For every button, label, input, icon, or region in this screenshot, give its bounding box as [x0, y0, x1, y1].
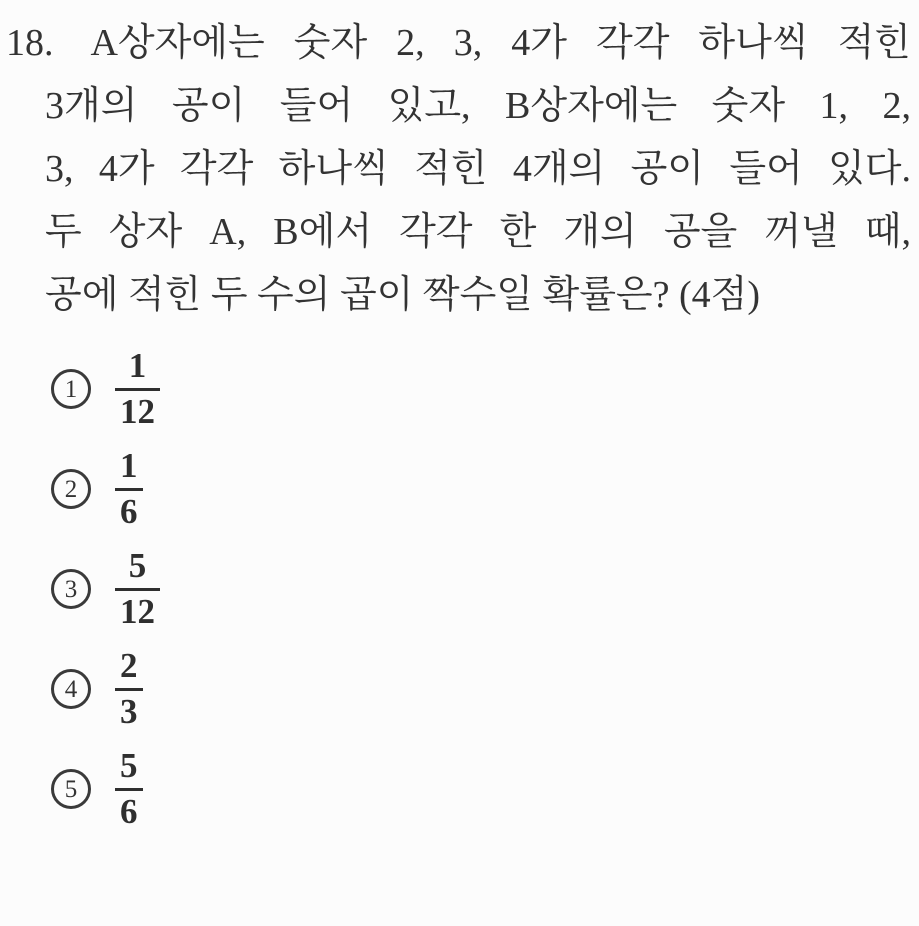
- choice-row-1: [6, 339, 911, 439]
- choice-4-denominator: 3: [120, 691, 138, 731]
- fraction-bar: [115, 788, 143, 791]
- choice-row-5: [6, 739, 911, 839]
- choice-4-marker-label: 4: [64, 675, 78, 703]
- choice-3-marker-circle: [51, 569, 91, 609]
- question-line-1: [6, 12, 911, 75]
- choices-list: [6, 339, 911, 839]
- choice-3-marker-label: 3: [64, 575, 78, 603]
- question-line-2: 3개의 공이 들어 있고, B상자에는 숫자 1, 2,: [45, 85, 911, 127]
- fraction-bar: [115, 688, 143, 691]
- choice-1-fraction: [115, 345, 160, 431]
- question-line-4: 두 상자 A, B에서 각각 한 개의 공을 꺼낼 때,: [45, 211, 911, 253]
- choice-1-denominator: 12: [120, 391, 155, 431]
- choice-5-marker-circle: [51, 769, 91, 809]
- fraction-bar: [115, 388, 160, 391]
- choice-4-marker-circle: [51, 669, 91, 709]
- choice-1-marker-circle: [51, 369, 91, 409]
- question-line-1-text: A상자에는 숫자 2, 3, 4가 각각 하나씩 적힌: [90, 22, 911, 64]
- choice-2-fraction: [115, 445, 143, 531]
- choice-3-denominator: 12: [120, 591, 155, 631]
- choice-4-numerator: 2: [120, 645, 138, 685]
- choice-4-fraction: [115, 645, 143, 731]
- choice-row-3: [6, 539, 911, 639]
- question-number: 18.: [6, 22, 54, 64]
- choice-5-denominator: 6: [120, 791, 138, 831]
- choice-5-marker-label: 5: [64, 775, 78, 803]
- choice-3-numerator: 5: [128, 545, 147, 585]
- choice-row-4: [6, 639, 911, 739]
- choice-2-marker-label: 2: [64, 475, 78, 503]
- choice-5-fraction: [115, 745, 143, 831]
- choice-2-denominator: 6: [120, 491, 138, 531]
- choice-5-numerator: 5: [120, 745, 138, 785]
- question-block: [6, 12, 911, 327]
- fraction-bar: [115, 588, 160, 591]
- choice-1-numerator: 1: [128, 345, 147, 385]
- choice-1-marker-label: 1: [64, 375, 78, 403]
- question-line-5: 공에 적힌 두 수의 곱이 짝수일 확률은? (4점): [45, 274, 761, 316]
- choice-row-2: [6, 439, 911, 539]
- choice-2-numerator: 1: [120, 445, 138, 485]
- fraction-bar: [115, 488, 143, 491]
- question-line-3: 3, 4가 각각 하나씩 적힌 4개의 공이 들어 있다.: [45, 148, 911, 190]
- choice-3-fraction: [115, 545, 160, 631]
- choice-2-marker-circle: [51, 469, 91, 509]
